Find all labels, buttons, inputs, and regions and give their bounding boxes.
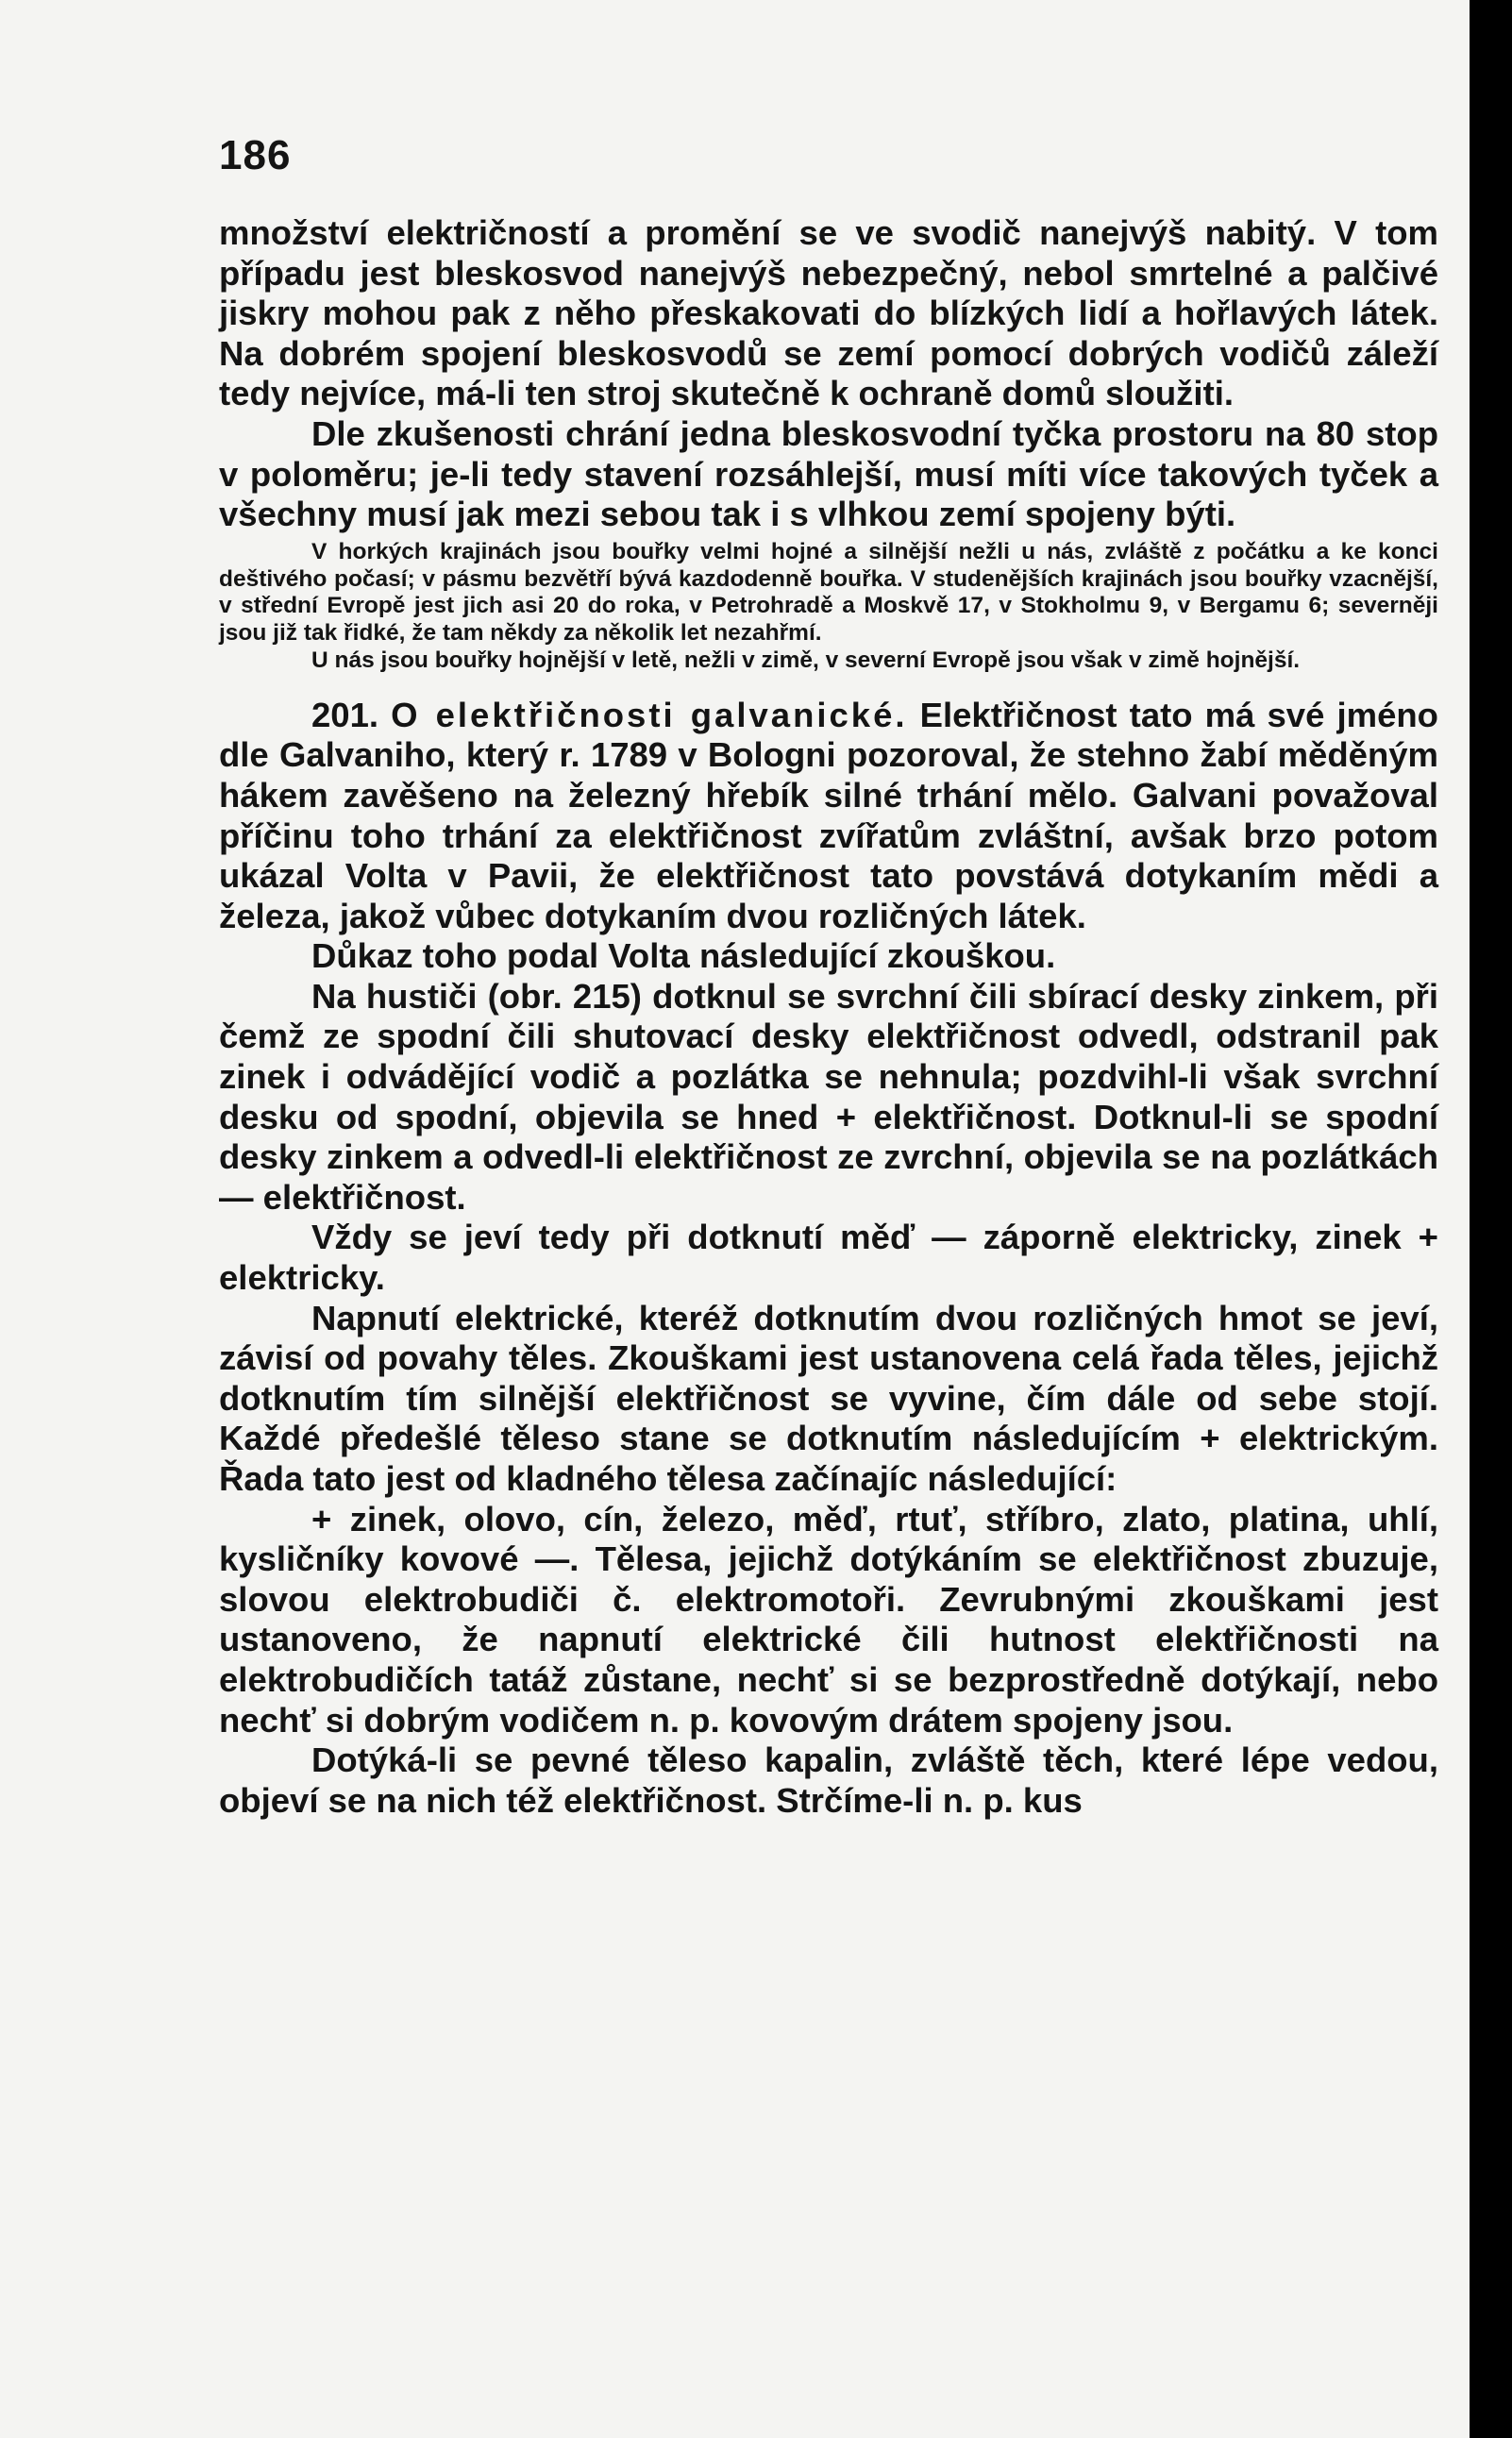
paragraph-copper-zinc: Vždy se jeví tedy při dotknutí měď — záporně elektricky, zinek + elektricky.	[219, 1218, 1438, 1298]
section-intro-text: Elektřičnost tato má své jméno dle Galvaniho, který r. 1789 v Bologni pozoroval, že stehno žabí měděným hákem zavěšeno na železný hřebík silné trhání mělo. Galvani považoval příčinu toho trhání za elektřičnost zvířatům zvláštní, avšak brzo potom ukázal Volta v Pavii, že elektřičnost tato povstává dotykaním mědi a železa, jakož vůbec dotykaním dvou rozličných látek.	[219, 695, 1438, 935]
paragraph-lightning-rod-range: Dle zkušenosti chrání jedna bleskosvodní tyčka prostoru na 80 stop v poloměru; je-li tedy stavení rozsáhlejší, musí míti více takových tyček a všechny musí jak mezi sebou tak i s vlhkou zemí spojeny býti.	[219, 413, 1438, 534]
paragraph-continued: množství električností a promění se ve svodič nanejvýš nabitý. V tom případu jest bleskosvod nanejvýš nebezpečný, nebol smrtelné a palčivé jiskry mohou pak z něho přeskakovati do blízkých lidí a hořlavých látek. Na dobrém spojení bleskosvodů se zemí pomocí dobrých vodičů záleží tedy nejvíce, má-li ten stroj skutečně k ochraně domů sloužiti.	[219, 213, 1438, 413]
paragraph-contact-tension: Napnutí elektrické, kteréž dotknutím dvou rozličných hmot se jeví, závisí od povahy těles. Zkouškami jest ustanovena celá řada těles, jejichž dotknutím tím silnější elektřičnost se vyvine, čím dále od sebe stojí. Každé předešlé těleso stane se dotknutím následujícím + elektrickým. Řada tato jest od kladného tělesa začínajíc následující:	[219, 1298, 1438, 1499]
footnote-storms-season: U nás jsou bouřky hojnější v letě, nežli v zimě, v severní Evropě jsou však v zimě hojnější.	[311, 647, 1301, 673]
paragraph-volta-proof: Důkaz toho podal Volta následující zkouškou.	[311, 936, 1056, 976]
paragraph-voltaic-series: + zinek, olovo, cín, železo, měď, rtuť, stříbro, zlato, platina, uhlí, kysličníky kovové —. Tělesa, jejichž dotýkáním se elektřičnost zbuzuje, slovou elektrobudiči č. elektromotoři. Zevrubnými zkouškami jest ustanoveno, že napnutí elektrické čili hutnost elektřičnosti na elektrobudičích tatáž zůstane, nechť si se bezprostředně dotýkají, nebo nechť si dobrým vodičem n. p. kovovým drátem spojeny jsou.	[219, 1499, 1438, 1740]
section-title: O elektřičnosti galvanické.	[391, 695, 908, 734]
page-number: 186	[219, 132, 292, 178]
paragraph-electroscope-experiment: Na hustiči (obr. 215) dotknul se svrchní čili sbírací desky zinkem, při čemž ze spodní čili shutovací desky elektřičnost odvedl, odstranil pak zinek i odvádějící vodič a pozlátka se nehnula; pozdvihl-li však svrchní desku od spodní, objevila se hned + elektřičnost. Dotknul-li se spodní desky zinkem a odvedl-li elektřičnost ze zvrchní, objevila se na pozlátkách — elektřičnost.	[219, 976, 1438, 1217]
footnote-storms-climate: V horkých krajinách jsou bouřky velmi hojné a silnější nežli u nás, zvláště z počátku a ke konci deštivého počasí; v pásmu bezvětří bývá kazdodenně bouřka. V studenějších krajinách jsou bouřky vzacnější, v střední Evropě jest jich asi 20 do roka, v Petrohradě a Moskvě 17, v Stokholmu 9, v Bergamu 6; severněji jsou již tak řidké, že tam někdy za několik let nezahřmí.	[219, 538, 1438, 647]
paragraph-liquids: Dotýká-li se pevné těleso kapalin, zvláště těch, které lépe vedou, objeví se na nich též elektřičnost. Strčíme-li n. p. kus	[219, 1740, 1438, 1820]
section-galvanic-paragraph	[219, 696, 1438, 937]
section-number: 201.	[311, 695, 379, 734]
page-content	[219, 213, 1438, 1821]
